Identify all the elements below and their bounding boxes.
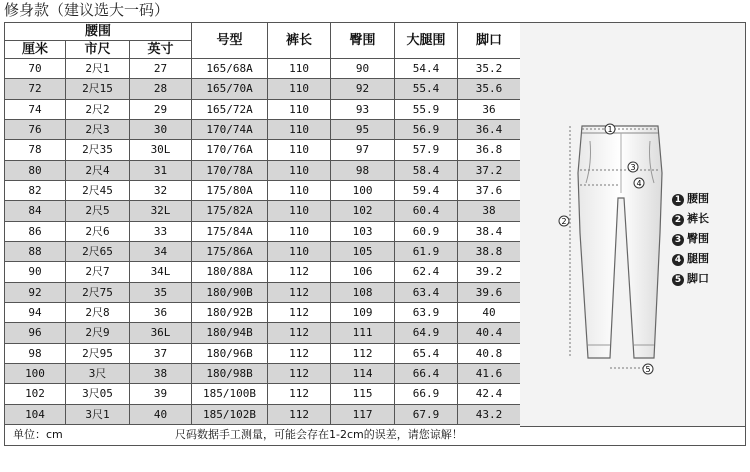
table-cell: 110: [268, 221, 331, 241]
table-cell: 98: [5, 343, 66, 363]
table-cell: 39.6: [458, 282, 521, 302]
table-cell: 180/96B: [192, 343, 268, 363]
table-cell: 34L: [130, 262, 192, 282]
table-row: [5, 262, 521, 282]
size-rows: [5, 59, 521, 425]
table-row: [5, 323, 521, 343]
table-cell: 32L: [130, 201, 192, 221]
table-cell: 32: [130, 180, 192, 200]
table-cell: 70: [5, 59, 66, 79]
table-cell: 39: [130, 384, 192, 404]
table-cell: 2尺3: [66, 119, 130, 139]
table-cell: 96: [5, 323, 66, 343]
table-cell: 66.4: [395, 363, 458, 383]
table-cell: 106: [331, 262, 395, 282]
table-row: [5, 79, 521, 99]
table-cell: 60.4: [395, 201, 458, 221]
header-hip: 臀围: [331, 23, 395, 59]
table-cell: 112: [268, 323, 331, 343]
table-cell: 112: [268, 384, 331, 404]
table-cell: 180/92B: [192, 302, 268, 322]
table-cell: 76: [5, 119, 66, 139]
table-cell: 86: [5, 221, 66, 241]
table-cell: 111: [331, 323, 395, 343]
size-table: [4, 22, 521, 425]
table-cell: 115: [331, 384, 395, 404]
table-cell: 109: [331, 302, 395, 322]
table-cell: 117: [331, 404, 395, 424]
table-cell: 36: [458, 99, 521, 119]
legend-item-waist: [672, 190, 709, 206]
legend-item-leg-opening: [672, 270, 709, 286]
table-cell: 165/72A: [192, 99, 268, 119]
table-cell: 30: [130, 119, 192, 139]
table-cell: 38.4: [458, 221, 521, 241]
table-row: [5, 404, 521, 424]
table-cell: 74: [5, 99, 66, 119]
table-cell: 3尺: [66, 363, 130, 383]
table-cell: 90: [5, 262, 66, 282]
table-cell: 2尺1: [66, 59, 130, 79]
legend-item-thigh: [672, 250, 709, 266]
table-cell: 59.4: [395, 180, 458, 200]
header-cm: 厘米: [5, 41, 66, 59]
table-row: [5, 119, 521, 139]
footer-bar: [4, 425, 746, 446]
table-cell: 180/98B: [192, 363, 268, 383]
table-cell: 108: [331, 282, 395, 302]
table-cell: 37.6: [458, 180, 521, 200]
table-row: [5, 282, 521, 302]
pants-diagram: [520, 23, 745, 426]
pants-diagram-panel: [520, 22, 746, 427]
table-row: [5, 201, 521, 221]
table-cell: 38: [458, 201, 521, 221]
table-row: [5, 140, 521, 160]
legend-label: 裤长: [687, 212, 709, 225]
table-row: [5, 59, 521, 79]
table-cell: 165/68A: [192, 59, 268, 79]
legend-item-hip: [672, 230, 709, 246]
table-cell: 82: [5, 180, 66, 200]
table-cell: 38.8: [458, 241, 521, 261]
table-cell: 112: [268, 282, 331, 302]
table-cell: 180/90B: [192, 282, 268, 302]
table-cell: 102: [331, 201, 395, 221]
legend-number: 2: [672, 214, 684, 226]
table-cell: 40: [130, 404, 192, 424]
table-cell: 54.4: [395, 59, 458, 79]
table-cell: 180/94B: [192, 323, 268, 343]
table-cell: 110: [268, 140, 331, 160]
table-cell: 110: [268, 180, 331, 200]
table-cell: 27: [130, 59, 192, 79]
table-cell: 112: [268, 363, 331, 383]
svg-text:4: 4: [636, 179, 642, 188]
table-cell: 170/74A: [192, 119, 268, 139]
table-cell: 57.9: [395, 140, 458, 160]
table-cell: 41.6: [458, 363, 521, 383]
table-cell: 67.9: [395, 404, 458, 424]
table-cell: 114: [331, 363, 395, 383]
marker-hip: [628, 162, 638, 172]
size-chart: [4, 22, 747, 447]
table-cell: 2尺75: [66, 282, 130, 302]
table-row: [5, 180, 521, 200]
table-cell: 93: [331, 99, 395, 119]
table-cell: 37.2: [458, 160, 521, 180]
table-cell: 35: [130, 282, 192, 302]
table-cell: 175/82A: [192, 201, 268, 221]
table-cell: 88: [5, 241, 66, 261]
table-cell: 55.4: [395, 79, 458, 99]
table-cell: 2尺15: [66, 79, 130, 99]
table-cell: 2尺7: [66, 262, 130, 282]
table-cell: 110: [268, 79, 331, 99]
svg-text:1: 1: [607, 125, 613, 134]
table-cell: 2尺6: [66, 221, 130, 241]
table-cell: 2尺65: [66, 241, 130, 261]
table-cell: 112: [268, 343, 331, 363]
legend-label: 臀围: [687, 232, 709, 245]
table-cell: 97: [331, 140, 395, 160]
table-cell: 38: [130, 363, 192, 383]
table-cell: 102: [5, 384, 66, 404]
table-cell: 66.9: [395, 384, 458, 404]
legend-number: 3: [672, 234, 684, 246]
table-row: [5, 384, 521, 404]
table-cell: 110: [268, 59, 331, 79]
table-cell: 33: [130, 221, 192, 241]
table-cell: 34: [130, 241, 192, 261]
table-row: [5, 302, 521, 322]
table-cell: 2尺9: [66, 323, 130, 343]
table-row: [5, 99, 521, 119]
table-row: [5, 241, 521, 261]
table-cell: 2尺95: [66, 343, 130, 363]
legend-label: 脚口: [687, 272, 709, 285]
header-length: 裤长: [268, 23, 331, 59]
table-cell: 110: [268, 99, 331, 119]
table-cell: 92: [5, 282, 66, 302]
table-cell: 31: [130, 160, 192, 180]
measurement-note: 尺码数据手工测量，可能会存在1-2cm的误差，请您谅解！: [175, 428, 463, 441]
table-cell: 61.9: [395, 241, 458, 261]
legend-number: 4: [672, 254, 684, 266]
table-cell: 92: [331, 79, 395, 99]
legend-item-length: [672, 210, 709, 226]
table-cell: 55.9: [395, 99, 458, 119]
legend-label: 腰围: [687, 192, 709, 205]
marker-waist: [605, 124, 615, 134]
table-cell: 110: [268, 160, 331, 180]
legend-label: 腿围: [687, 252, 709, 265]
table-cell: 165/70A: [192, 79, 268, 99]
svg-text:2: 2: [561, 217, 567, 226]
header-leg-opening: 脚口: [458, 23, 521, 59]
table-cell: 180/88A: [192, 262, 268, 282]
table-cell: 36.4: [458, 119, 521, 139]
table-cell: 110: [268, 119, 331, 139]
table-cell: 39.2: [458, 262, 521, 282]
table-cell: 43.2: [458, 404, 521, 424]
table-cell: 175/80A: [192, 180, 268, 200]
table-cell: 84: [5, 201, 66, 221]
waist-group-header: 腰围: [5, 23, 192, 41]
unit-label: 单位：cm: [13, 428, 63, 441]
table-row: [5, 160, 521, 180]
table-row: [5, 343, 521, 363]
legend-number: 1: [672, 194, 684, 206]
table-row: [5, 363, 521, 383]
table-row: [5, 221, 521, 241]
table-cell: 170/78A: [192, 160, 268, 180]
table-cell: 110: [268, 241, 331, 261]
table-cell: 29: [130, 99, 192, 119]
table-cell: 100: [331, 180, 395, 200]
table-cell: 63.4: [395, 282, 458, 302]
table-cell: 36: [130, 302, 192, 322]
table-cell: 40.4: [458, 323, 521, 343]
table-cell: 64.9: [395, 323, 458, 343]
table-cell: 72: [5, 79, 66, 99]
table-cell: 36L: [130, 323, 192, 343]
table-cell: 35.2: [458, 59, 521, 79]
table-cell: 175/84A: [192, 221, 268, 241]
header-size-code: 号型: [192, 23, 268, 59]
table-cell: 175/86A: [192, 241, 268, 261]
table-cell: 40: [458, 302, 521, 322]
legend-number: 5: [672, 274, 684, 286]
table-cell: 60.9: [395, 221, 458, 241]
table-cell: 42.4: [458, 384, 521, 404]
table-cell: 112: [268, 302, 331, 322]
table-cell: 35.6: [458, 79, 521, 99]
table-cell: 112: [331, 343, 395, 363]
header-thigh: 大腿围: [395, 23, 458, 59]
table-cell: 185/100B: [192, 384, 268, 404]
table-cell: 40.8: [458, 343, 521, 363]
table-cell: 170/76A: [192, 140, 268, 160]
svg-text:3: 3: [630, 163, 636, 172]
table-cell: 56.9: [395, 119, 458, 139]
table-cell: 30L: [130, 140, 192, 160]
table-cell: 2尺2: [66, 99, 130, 119]
table-cell: 28: [130, 79, 192, 99]
table-cell: 112: [268, 262, 331, 282]
table-cell: 63.9: [395, 302, 458, 322]
table-cell: 58.4: [395, 160, 458, 180]
table-cell: 103: [331, 221, 395, 241]
table-cell: 2尺35: [66, 140, 130, 160]
table-cell: 2尺8: [66, 302, 130, 322]
table-cell: 80: [5, 160, 66, 180]
page-title: 修身款（建议选大一码）: [4, 1, 170, 19]
svg-text:5: 5: [645, 365, 651, 374]
header-chi: 市尺: [66, 41, 130, 59]
table-cell: 185/102B: [192, 404, 268, 424]
table-cell: 95: [331, 119, 395, 139]
table-cell: 3尺1: [66, 404, 130, 424]
table-cell: 104: [5, 404, 66, 424]
table-cell: 36.8: [458, 140, 521, 160]
table-cell: 105: [331, 241, 395, 261]
table-cell: 110: [268, 201, 331, 221]
table-cell: 98: [331, 160, 395, 180]
table-cell: 2尺45: [66, 180, 130, 200]
marker-leg-opening: [643, 364, 653, 374]
table-cell: 2尺5: [66, 201, 130, 221]
table-cell: 3尺05: [66, 384, 130, 404]
marker-thigh: [634, 178, 644, 188]
table-cell: 2尺4: [66, 160, 130, 180]
table-cell: 78: [5, 140, 66, 160]
table-cell: 112: [268, 404, 331, 424]
marker-length: [559, 216, 569, 226]
table-cell: 65.4: [395, 343, 458, 363]
table-cell: 90: [331, 59, 395, 79]
table-cell: 100: [5, 363, 66, 383]
table-cell: 37: [130, 343, 192, 363]
table-cell: 62.4: [395, 262, 458, 282]
header-inch: 英寸: [130, 41, 192, 59]
table-cell: 94: [5, 302, 66, 322]
